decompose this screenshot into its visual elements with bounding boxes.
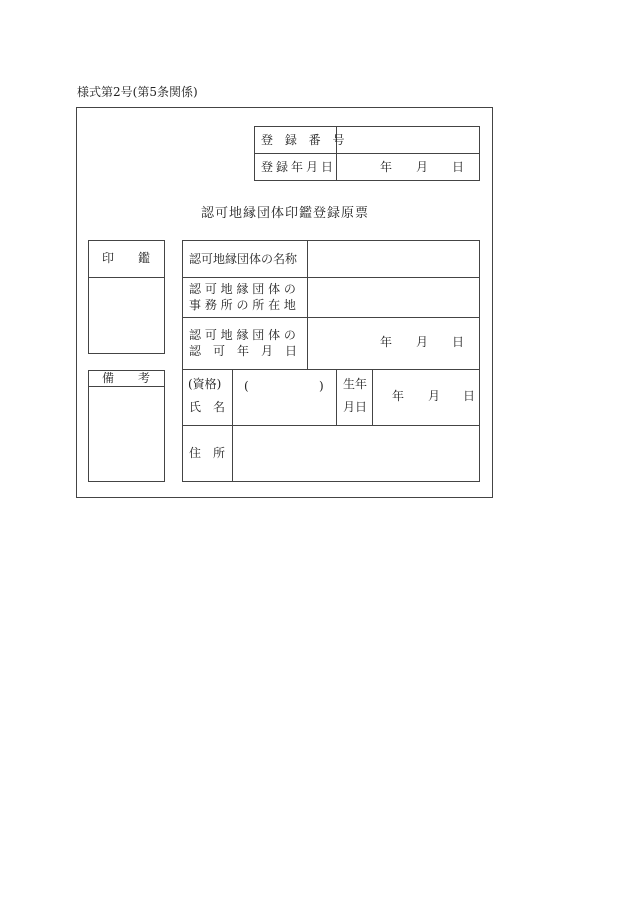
person-name-field[interactable] <box>238 398 332 420</box>
form-number: 様式第2号(第5条関係) <box>77 85 198 99</box>
registration-number-label: 登 録 番 号 <box>261 133 349 147</box>
registration-date-label: 登録年月日 <box>261 160 337 174</box>
registration-number-value[interactable] <box>345 134 475 148</box>
office-address-field[interactable] <box>312 281 476 313</box>
birth-label-line1: 生年 <box>343 377 368 391</box>
label-col-divider-top <box>307 240 308 369</box>
birth-month: 月 <box>428 389 441 403</box>
registration-month: 月 <box>416 160 429 174</box>
remarks-box-divider <box>88 386 165 387</box>
registration-year: 年 <box>380 160 393 174</box>
approval-month: 月 <box>416 335 429 349</box>
qualification-label: (資格) <box>188 377 222 391</box>
row-divider-2 <box>182 317 480 318</box>
row-divider-1 <box>182 277 480 278</box>
approval-day: 日 <box>452 335 465 349</box>
paren-close: ) <box>319 379 324 393</box>
group-name-field[interactable] <box>312 244 476 274</box>
remarks-label: 備 考 <box>102 371 151 385</box>
seal-label: 印 鑑 <box>102 251 151 265</box>
birth-year: 年 <box>392 389 405 403</box>
label-col-divider-bottom <box>232 369 233 482</box>
seal-box-divider <box>88 277 165 278</box>
row-divider-3 <box>182 369 480 370</box>
office-label-line2: 事 務 所 の 所 在 地 <box>189 298 296 312</box>
paren-open: ( <box>244 379 249 393</box>
registration-day: 日 <box>452 160 465 174</box>
address-field[interactable] <box>238 430 476 477</box>
row-divider-4 <box>182 425 480 426</box>
birth-col-divider-left <box>336 369 337 425</box>
birth-label-line2: 月日 <box>343 400 368 414</box>
birth-col-divider-right <box>372 369 373 425</box>
approval-label-line1: 認 可 地 縁 団 体 の <box>189 328 296 342</box>
registration-table-row-divider <box>254 153 480 154</box>
approval-label-line2: 認 可 年 月 日 <box>189 344 298 358</box>
group-name-label: 認可地縁団体の名称 <box>189 252 298 266</box>
birth-day: 日 <box>463 389 476 403</box>
office-label-line1: 認 可 地 縁 団 体 の <box>189 282 296 296</box>
form-title: 認可地縁団体印鑑登録原票 <box>201 206 370 221</box>
person-name-label: 氏 名 <box>189 400 226 414</box>
approval-year: 年 <box>380 335 393 349</box>
address-label: 住 所 <box>189 446 226 460</box>
